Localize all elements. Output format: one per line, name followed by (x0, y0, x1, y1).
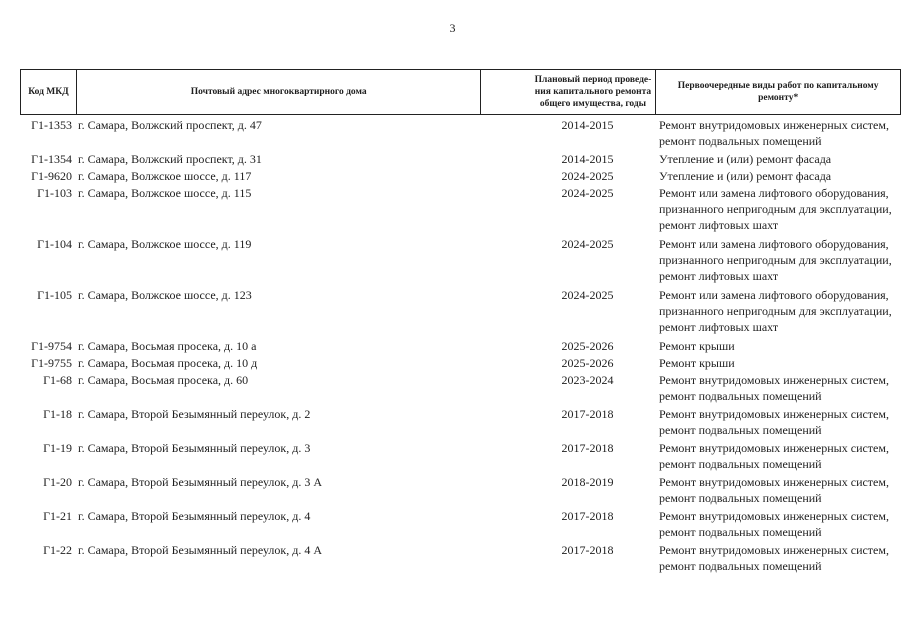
row-period: 2024-2025 (561, 186, 614, 200)
table-row (20, 151, 901, 168)
row-address: г. Самара, Второй Безымянный переулок, д. 4 А (78, 543, 323, 557)
row-address: г. Самара, Волжский проспект, д. 47 (78, 118, 262, 132)
row-works: Ремонт крыши (659, 356, 735, 370)
row-address: г. Самара, Второй Безымянный переулок, д. 3 (78, 441, 311, 455)
table-row (20, 287, 901, 338)
table-row (20, 168, 901, 185)
row-code: Г1-105 (37, 288, 72, 302)
row-code: Г1-20 (43, 475, 72, 489)
table-body (20, 117, 901, 576)
row-period: 2024-2025 (561, 169, 614, 183)
row-works: Ремонт внутридомовых инженерных систем, ремонт подвальных помещений (659, 441, 889, 471)
header-code: Код МКД (21, 70, 77, 114)
table-row (20, 508, 901, 542)
table-row (20, 406, 901, 440)
page-number: 3 (449, 21, 456, 35)
row-works: Ремонт внутридомовых инженерных систем, ремонт подвальных помещений (659, 407, 889, 437)
row-address: г. Самара, Второй Безымянный переулок, д. 4 (78, 509, 311, 523)
header-period (481, 70, 656, 114)
row-period: 2017-2018 (561, 441, 614, 455)
row-works: Ремонт крыши (659, 339, 735, 353)
row-code: Г1-103 (37, 186, 72, 200)
row-works: Ремонт или замена лифтового оборудования, признанного непригодным для эксплуатации, ремонт лифтовых шахт (659, 186, 892, 232)
table-row (20, 355, 901, 372)
row-period: 2023-2024 (561, 373, 614, 387)
row-address: г. Самара, Волжское шоссе, д. 117 (78, 169, 252, 183)
row-code: Г1-9620 (31, 169, 72, 183)
row-works: Утепление и (или) ремонт фасада (659, 169, 832, 183)
row-period: 2017-2018 (561, 509, 614, 523)
row-code: Г1-1354 (31, 152, 72, 166)
table-row (20, 440, 901, 474)
row-works: Ремонт внутридомовых инженерных систем, ремонт подвальных помещений (659, 373, 889, 403)
header-works (656, 70, 901, 114)
row-period: 2024-2025 (561, 237, 614, 251)
table-row (20, 338, 901, 355)
row-period: 2025-2026 (561, 356, 614, 370)
header-address: Почтовый адрес многоквартирного дома (77, 70, 482, 114)
table-row (20, 236, 901, 287)
row-period: 2025-2026 (561, 339, 614, 353)
row-period: 2024-2025 (561, 288, 614, 302)
row-address: г. Самара, Восьмая просека, д. 10 д (78, 356, 258, 370)
row-code: Г1-18 (43, 407, 72, 421)
row-code: Г1-9754 (31, 339, 72, 353)
row-code: Г1-22 (43, 543, 72, 557)
row-works: Ремонт или замена лифтового оборудования, признанного непригодным для эксплуатации, ремонт лифтовых шахт (659, 288, 892, 334)
table-row (20, 117, 901, 151)
row-address: г. Самара, Волжский проспект, д. 31 (78, 152, 262, 166)
row-code: Г1-21 (43, 509, 72, 523)
row-code: Г1-9755 (31, 356, 72, 370)
row-period: 2014-2015 (561, 118, 614, 132)
row-code: Г1-1353 (31, 118, 72, 132)
row-address: г. Самара, Восьмая просека, д. 60 (78, 373, 249, 387)
row-period: 2018-2019 (561, 475, 614, 489)
row-code: Г1-68 (43, 373, 72, 387)
row-works: Ремонт внутридомовых инженерных систем, ремонт подвальных помещений (659, 475, 889, 505)
row-address: г. Самара, Волжское шоссе, д. 123 (78, 288, 252, 302)
row-code: Г1-19 (43, 441, 72, 455)
row-address: г. Самара, Волжское шоссе, д. 119 (78, 237, 252, 251)
table-row (20, 372, 901, 406)
table-row (20, 542, 901, 576)
row-code: Г1-104 (37, 237, 72, 251)
row-works: Ремонт внутридомовых инженерных систем, ремонт подвальных помещений (659, 509, 889, 539)
table-header (20, 69, 901, 115)
row-period: 2014-2015 (561, 152, 614, 166)
row-works: Ремонт внутридомовых инженерных систем, ремонт подвальных помещений (659, 118, 889, 148)
table-row (20, 185, 901, 236)
row-works: Утепление и (или) ремонт фасада (659, 152, 832, 166)
row-period: 2017-2018 (561, 407, 614, 421)
row-address: г. Самара, Второй Безымянный переулок, д. 2 (78, 407, 311, 421)
table-row (20, 474, 901, 508)
row-period: 2017-2018 (561, 543, 614, 557)
row-address: г. Самара, Второй Безымянный переулок, д. 3 А (78, 475, 323, 489)
row-address: г. Самара, Волжское шоссе, д. 115 (78, 186, 252, 200)
row-works: Ремонт или замена лифтового оборудования, признанного непригодным для эксплуатации, ремонт лифтовых шахт (659, 237, 892, 283)
header-period-text: Плановый период проведе- ния капитального ремонта общего имущества, годы (534, 75, 652, 109)
row-works: Ремонт внутридомовых инженерных систем, ремонт подвальных помещений (659, 543, 889, 573)
header-works-text: Первоочередные виды работ по капитальному ремонту* (677, 81, 879, 103)
row-address: г. Самара, Восьмая просека, д. 10 а (78, 339, 257, 353)
